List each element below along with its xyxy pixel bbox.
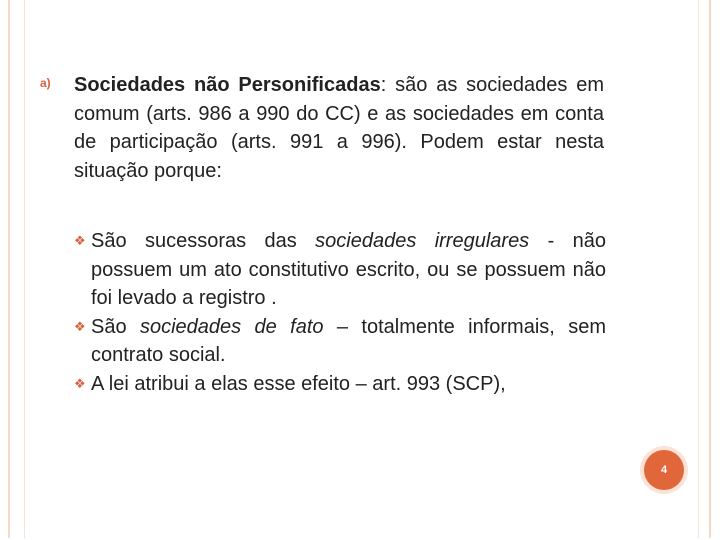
list-item-body: : são as sociedades em comum (arts. 986 a 990 do CC) e as sociedades em conta de participação (arts. 991 a 996). Podem estar nesta situação porque: xyxy=(74,74,604,182)
bullet-text-part: – totalmente informais, sem contrato social. xyxy=(91,315,606,366)
list-item-a xyxy=(40,71,604,185)
list-item-text xyxy=(74,71,604,185)
bullet-item xyxy=(72,227,606,313)
bullet-text-emphasis: sociedades irregulares xyxy=(315,230,530,252)
bullet-text-part: - não possuem um ato constitutivo escrito, ou se possuem não foi levado a registro . xyxy=(91,230,606,309)
bullet-item xyxy=(72,370,606,399)
bullet-icon: ❖ xyxy=(74,233,86,248)
bullet-icon: ❖ xyxy=(74,375,86,391)
bullet-text xyxy=(91,227,606,313)
bullet-text-part: A lei atribui a elas esse efeito – art. 993 (SCP), xyxy=(91,372,506,395)
bullet-text-part: São xyxy=(91,315,140,338)
bullet-text-part: São sucessoras das xyxy=(91,230,316,252)
list-marker: a) xyxy=(40,76,51,90)
bullet-item xyxy=(72,313,606,370)
bullet-list xyxy=(72,227,606,398)
bullet-text xyxy=(91,313,606,370)
bullet-text xyxy=(91,370,606,399)
page-number-badge: 4 xyxy=(644,450,684,490)
bullet-text-emphasis: sociedades de fato xyxy=(139,315,324,338)
bullet-icon: ❖ xyxy=(74,318,86,334)
list-item-heading: Sociedades não Personificadas xyxy=(74,74,381,96)
